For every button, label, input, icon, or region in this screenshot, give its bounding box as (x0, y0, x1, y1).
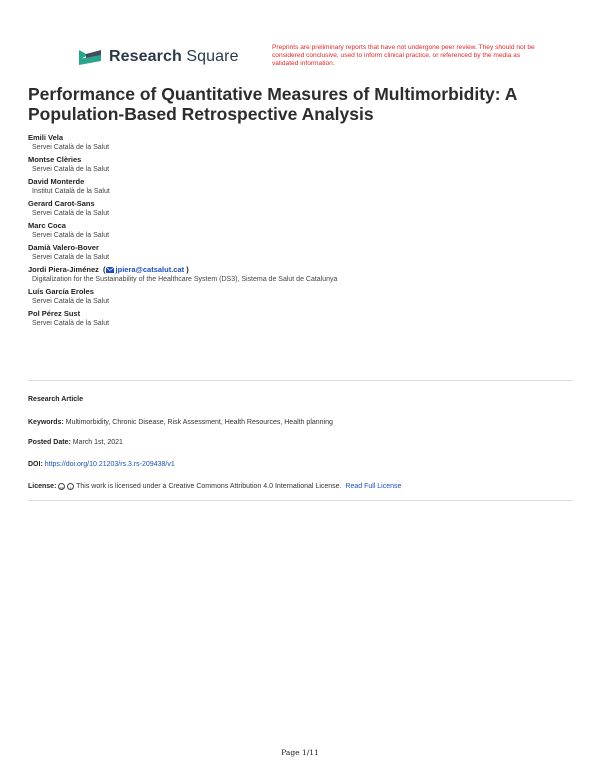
author-name[interactable]: Emili Vela (28, 133, 64, 142)
research-square-logo-icon (77, 47, 103, 67)
page-number: Page 1/11 (281, 748, 319, 757)
author-name[interactable]: Marc Coca (28, 221, 66, 230)
author-affiliation: Servei Català de la Salut (32, 210, 110, 217)
attribution-icon: i (67, 483, 74, 490)
logo-text-research: Research (109, 48, 182, 65)
author-list (28, 133, 588, 331)
page-header (0, 0, 600, 80)
author-affiliation: Servei Català de la Salut (32, 144, 110, 151)
author-entry (28, 177, 588, 199)
research-square-logo[interactable] (77, 47, 239, 67)
license-line (28, 482, 401, 492)
author-name[interactable]: Damià Valero-Bover (28, 243, 99, 252)
author-entry (28, 309, 588, 331)
article-type (28, 395, 83, 405)
posted-date-line (28, 438, 123, 448)
author-affiliation: Servei Català de la Salut (32, 166, 110, 173)
author-name[interactable]: Jordi Piera-Jiménez (28, 265, 99, 274)
read-full-license-link[interactable]: Read Full License (345, 483, 402, 490)
author-name[interactable]: David Monterde (28, 177, 85, 186)
creative-commons-icon: cc (59, 485, 64, 490)
author-affiliation: Servei Català de la Salut (32, 232, 110, 239)
author-affiliation: Servei Català de la Salut (32, 320, 110, 327)
logo-text-square: Square (186, 48, 239, 65)
license-text: This work is licensed under a Creative Commons Attribution 4.0 International License. (76, 483, 342, 490)
author-entry (28, 287, 588, 309)
mail-icon (106, 267, 114, 273)
author-affiliation: Servei Català de la Salut (32, 254, 110, 261)
article-type-label: Research Article (28, 396, 83, 403)
author-name[interactable]: Montse Clèries (28, 155, 82, 164)
keywords-value: Multimorbidity, Chronic Disease, Risk Assessment, Health Resources, Health planning (65, 419, 333, 426)
doi-line (28, 460, 175, 470)
author-name[interactable]: Gerard Carot-Sans (28, 199, 95, 208)
author-affiliation: Servei Català de la Salut (32, 298, 110, 305)
author-email-link[interactable]: jpiera@catsalut.cat (115, 265, 185, 274)
article-title: Performance of Quantitative Measures of Multimorbidity: A Population-Based Retrospective Analysis (28, 84, 517, 124)
author-entry (28, 221, 588, 243)
keywords-label: Keywords: (28, 419, 64, 426)
keywords-line (28, 418, 333, 428)
author-entry (28, 243, 588, 265)
doi-link[interactable]: https://doi.org/10.21203/rs.3.rs-209438/v1 (44, 461, 175, 468)
author-entry (28, 265, 588, 287)
section-divider (28, 380, 573, 381)
logo-wordmark (109, 48, 239, 66)
posted-date-value: March 1st, 2021 (72, 439, 123, 446)
license-label: License: (28, 483, 57, 490)
doi-label: DOI: (28, 461, 43, 468)
author-entry (28, 133, 588, 155)
preprint-disclaimer: Preprints are preliminary reports that have not undergone peer review. They should not be considered conclusive, used to inform clinical practice, or referenced by the media as validated information. (272, 44, 535, 67)
corresponding-author-line: Jordi Piera-Jiménez ( jpiera@catsalut.cat ) (28, 265, 189, 274)
author-affiliation: Digitalization for the Sustainability of the Healthcare System (DS3), Sistema de Salut de Catalunya (32, 276, 338, 283)
posted-date-label: Posted Date: (28, 439, 71, 446)
author-affiliation: Institut Català de la Salut (32, 188, 110, 195)
author-entry (28, 199, 588, 221)
author-name[interactable]: Pol Pérez Sust (28, 309, 81, 318)
author-entry (28, 155, 588, 177)
author-name[interactable]: Luís García Eroles (28, 287, 94, 296)
section-divider (28, 500, 573, 501)
